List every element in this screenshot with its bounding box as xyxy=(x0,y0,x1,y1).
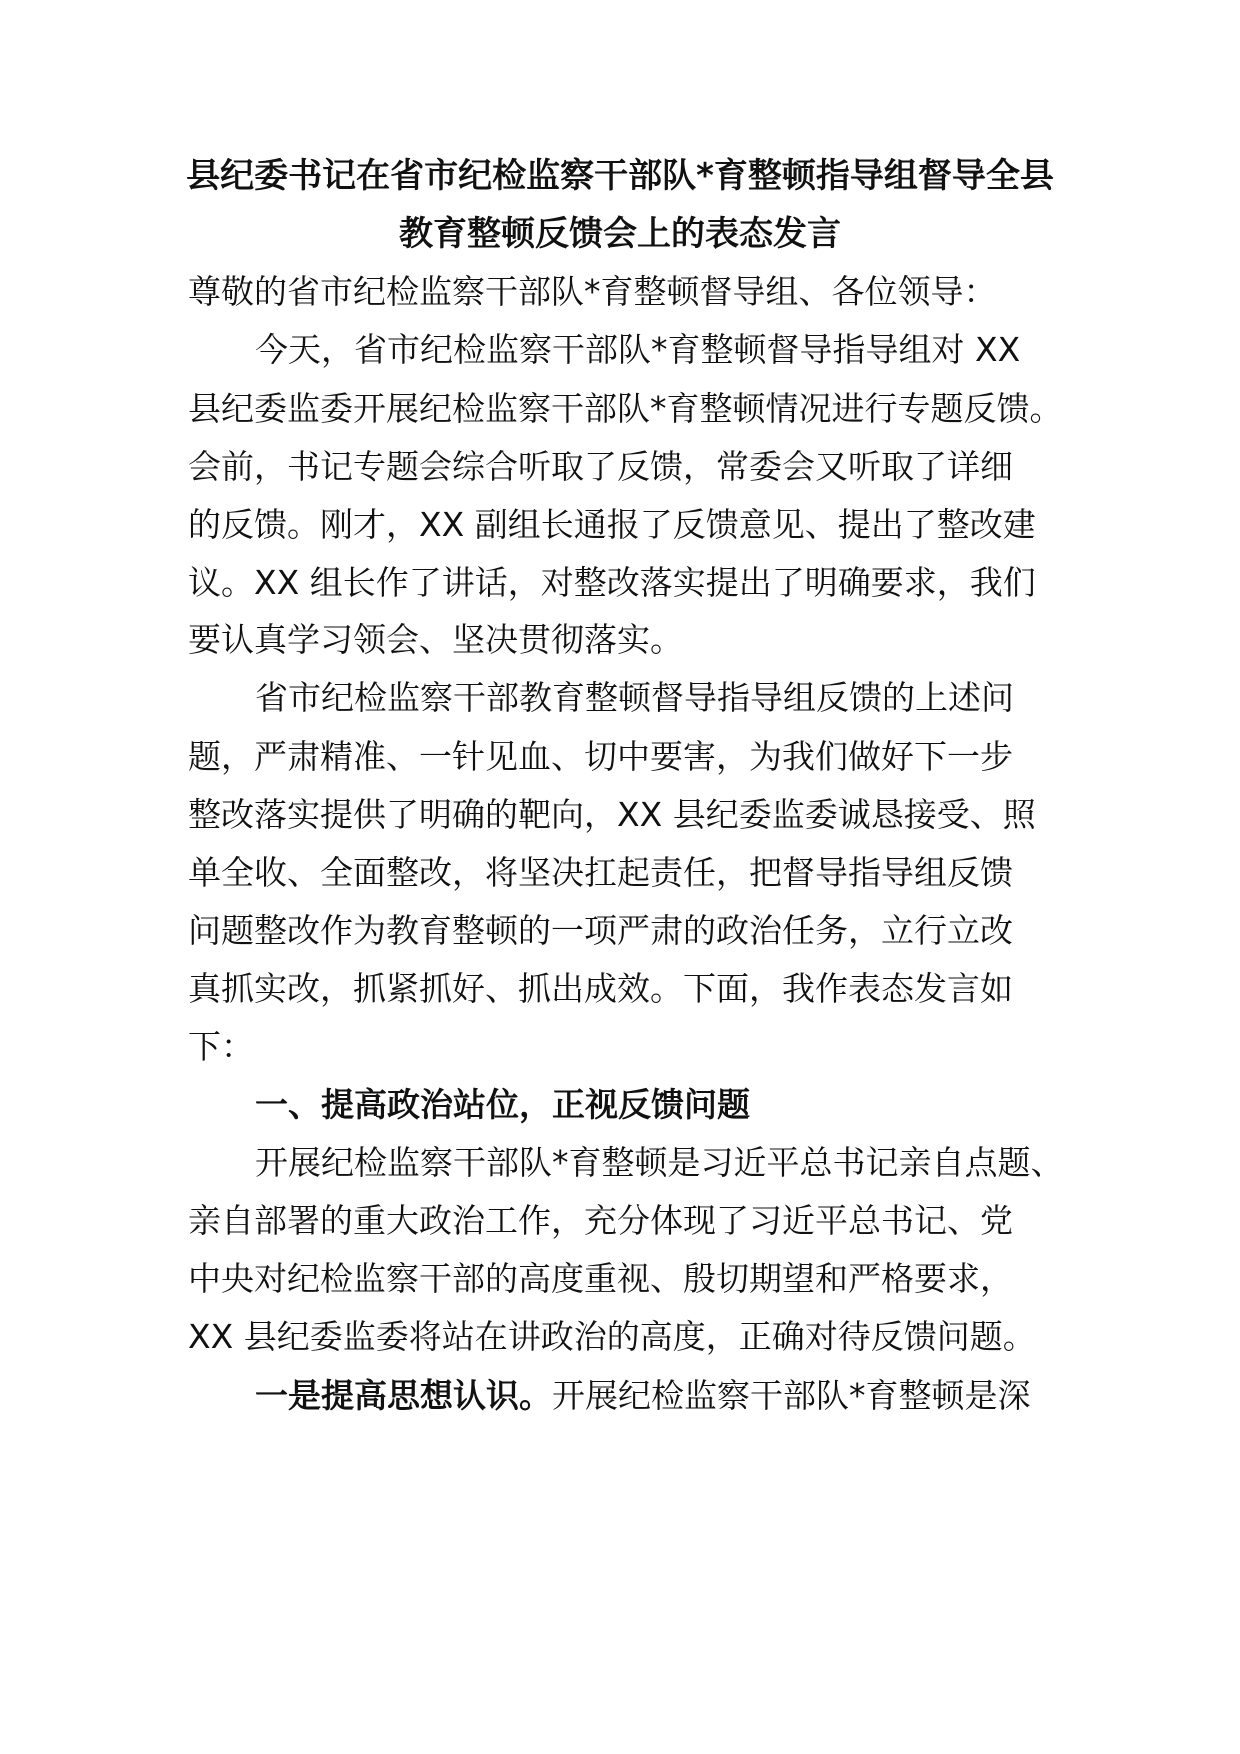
point-1-line xyxy=(255,1376,1085,1416)
paragraph-2-line-7: 下： xyxy=(188,1027,254,1066)
point-1-lead: 一是提高思想认识。 xyxy=(255,1376,552,1415)
paragraph-3-line-2: 亲自部署的重大政治工作，充分体现了习近平总书记、党 xyxy=(188,1201,1013,1240)
point-1-text: 开展纪检监察干部队*育整顿是深 xyxy=(552,1376,1031,1415)
paragraph-1-line-6: 要认真学习领会、坚决贯彻落实。 xyxy=(188,620,683,659)
paragraph-2-line-4: 单全收、全面整改，将坚决扛起责任，把督导指导组反馈 xyxy=(188,853,1013,892)
paragraph-2-line-5: 问题整改作为教育整顿的一项严肃的政治任务，立行立改 xyxy=(188,911,1013,950)
paragraph-2-line-2: 题，严肃精准、一针见血、切中要害，为我们做好下一步 xyxy=(188,737,1013,776)
paragraph-2-line-1: 省市纪检监察干部教育整顿督导指导组反馈的上述问 xyxy=(255,678,1014,717)
document-title-line-2: 教育整顿反馈会上的表态发言 xyxy=(399,214,841,254)
paragraph-1-line-4: 的反馈。刚才，XX 副组长通报了反馈意见、提出了整改建 xyxy=(188,505,1036,544)
paragraph-1-line-5: 议。XX 组长作了讲话，对整改落实提出了明确要求，我们 xyxy=(188,563,1036,602)
section-1-heading: 一、提高政治站位，正视反馈问题 xyxy=(255,1085,750,1124)
document-title-line-1: 县纪委书记在省市纪检监察干部队*育整顿指导组督导全县 xyxy=(186,156,1054,196)
salutation: 尊敬的省市纪检监察干部队*育整顿督导组、各位领导： xyxy=(188,272,997,311)
paragraph-2-line-3: 整改落实提供了明确的靶向，XX 县纪委监委诚恳接受、照 xyxy=(188,795,1036,834)
paragraph-1-line-3: 会前，书记专题会综合听取了反馈，常委会又听取了详细 xyxy=(188,447,1013,486)
paragraph-2-line-6: 真抓实改，抓紧抓好、抓出成效。下面，我作表态发言如 xyxy=(188,969,1013,1008)
paragraph-1-line-1: 今天，省市纪检监察干部队*育整顿督导指导组对 XX xyxy=(255,330,1021,369)
paragraph-3-line-4: XX 县纪委监委将站在讲政治的高度，正确对待反馈问题。 xyxy=(188,1317,1036,1356)
paragraph-3-line-1: 开展纪检监察干部队*育整顿是习近平总书记亲自点题、 xyxy=(255,1143,1064,1182)
paragraph-1-line-2: 县纪委监委开展纪检监察干部队*育整顿情况进行专题反馈。 xyxy=(188,389,1063,428)
paragraph-3-line-3: 中央对纪检监察干部的高度重视、殷切期望和严格要求， xyxy=(188,1259,1013,1298)
